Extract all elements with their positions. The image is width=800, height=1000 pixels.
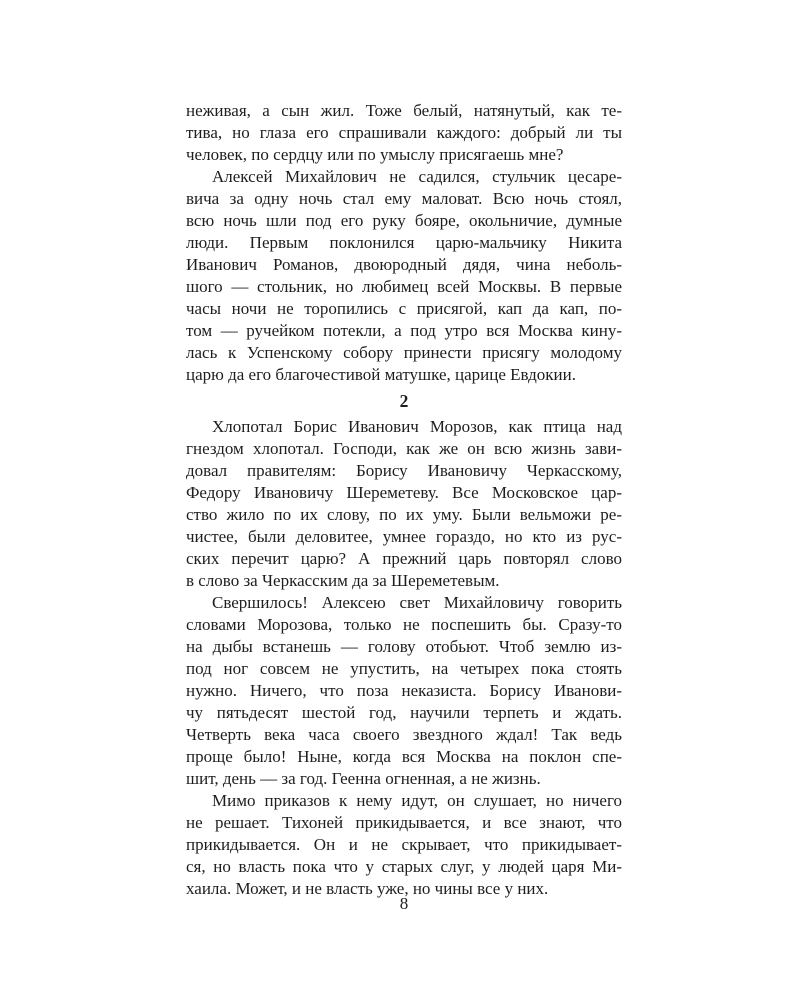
text-line: том — ручейком потекли, а под утро вся Москва кину- [186, 321, 622, 340]
text-line: вича за одну ночь стал ему маловат. Всю ночь стоял, [186, 189, 622, 208]
paragraph [186, 416, 622, 592]
text-line: ся, но власть пока что у старых слуг, у людей царя Ми- [186, 857, 622, 876]
paragraph [186, 100, 622, 166]
text-line: лась к Успенскому собору принести присягу молодому [186, 343, 622, 362]
text-line: чу пятьдесят шестой год, научили терпеть и ждать. [186, 703, 622, 722]
text-line: прикидывается. Он и не скрывает, что прикидывает- [186, 835, 622, 854]
text-line: Алексей Михайлович не садился, стульчик цесаре- [212, 167, 622, 186]
text-line: Иванович Романов, двоюродный дядя, чина неболь- [186, 255, 622, 274]
text-line: шого — стольник, но любимец всей Москвы. В первые [186, 277, 622, 296]
text-line: довал правителям: Борису Ивановичу Черкасскому, [186, 461, 622, 480]
text-line: гнездом хлопотал. Господи, как же он всю жизнь зави- [186, 439, 622, 458]
text-line: словами Морозова, только не поспешить бы. Сразу-то [186, 615, 622, 634]
text-line: всю ночь шли под его руку бояре, окольничие, думные [186, 211, 622, 230]
text-line: не решает. Тихоней прикидывается, и все знают, что [186, 813, 622, 832]
text-line: неживая, а сын жил. Тоже белый, натянутый, как те- [186, 101, 622, 120]
text-line: Мимо приказов к нему идут, он слушает, но ничего [212, 791, 622, 810]
text-line: царю да его благочестивой матушке, царице Евдокии. [186, 365, 576, 384]
text-line: нужно. Ничего, что поза неказиста. Борису Иванови- [186, 681, 622, 700]
text-line: Хлопотал Борис Иванович Морозов, как птица над [212, 417, 622, 436]
paragraph [186, 592, 622, 790]
text-line: Четверть века часа своего звездного ждал! Так ведь [186, 725, 622, 744]
text-line: хаила. Может, и не власть уже, но чины все у них. [186, 879, 549, 898]
section-heading: 2 [399, 391, 409, 411]
text-line: проще было! Ныне, когда вся Москва на поклон спе- [186, 747, 622, 766]
paragraph [186, 166, 622, 386]
text-line: человек, по сердцу или по умыслу присягаешь мне? [186, 145, 564, 164]
page-number: 8 [399, 894, 409, 913]
text-line: на дыбы встанешь — голову отобьют. Чтоб землю из- [186, 637, 622, 656]
text-line: в слово за Черкасским да за Шереметевым. [186, 571, 500, 590]
text-line: люди. Первым поклонился царю-мальчику Никита [186, 233, 622, 252]
text-line: чистее, были деловитее, умнее гораздо, но кто из рус- [186, 527, 622, 546]
text-line: Федору Ивановичу Шереметеву. Все Московское цар- [186, 483, 622, 502]
text-line: под ног совсем не упустить, на четырех пока стоять [186, 659, 622, 678]
text-line: ство жило по их слову, по их уму. Были вельможи ре- [186, 505, 622, 524]
text-line: Свершилось! Алексею свет Михайловичу говорить [212, 593, 622, 612]
text-line: ских перечит царю? А прежний царь повторял слово [186, 549, 622, 568]
text-block [186, 100, 622, 900]
text-line: часы ночи не торопились с присягой, кап да кап, по- [186, 299, 622, 318]
paragraph [186, 790, 622, 900]
text-line: шит, день — за год. Геенна огненная, а не жизнь. [186, 769, 541, 788]
text-line: тива, но глаза его спрашивали каждого: добрый ли ты [186, 123, 622, 142]
